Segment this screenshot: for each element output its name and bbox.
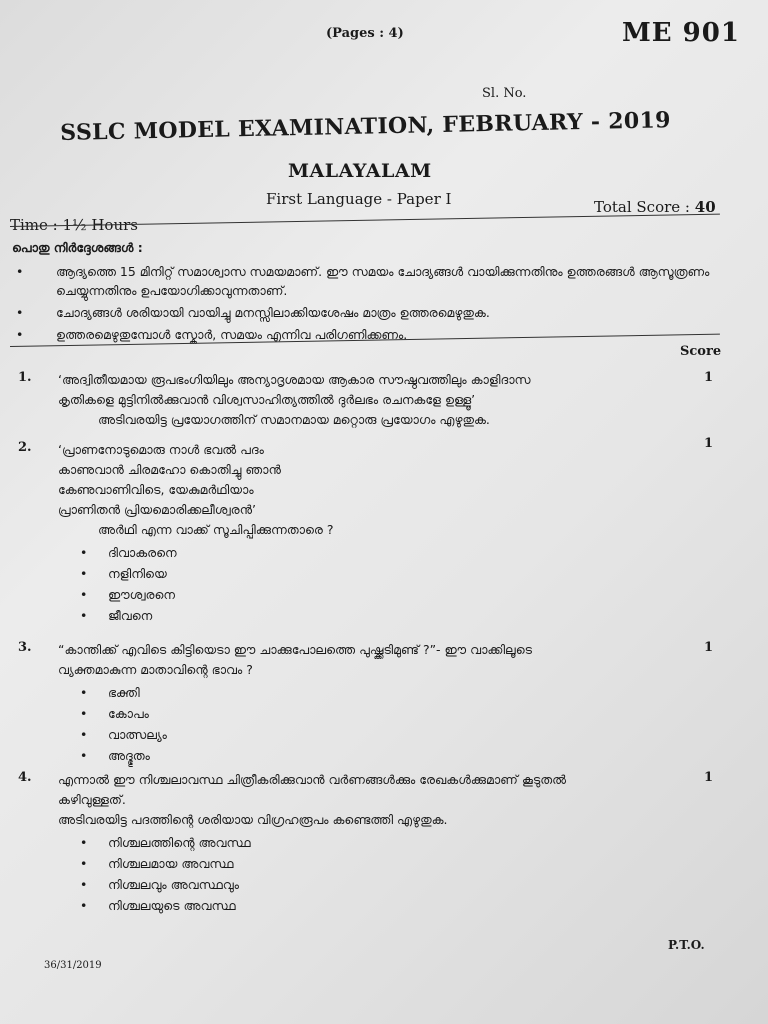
- option-item: • നിശ്ചലവും അവസ്ഥവും: [78, 874, 678, 895]
- option-item: • ജീവനെ: [78, 605, 678, 626]
- question-prompt: അടിവരയിട്ട പദത്തിന്റെ ശരിയായ വിഗ്രഹരൂപം കണ്ടെത്തി എഴുതുക.: [58, 812, 448, 827]
- option-item: • നിശ്ചലയുടെ അവസ്ഥ: [78, 895, 678, 916]
- question-number: 4.: [18, 770, 32, 785]
- question-text-line: എന്നാൽ ഈ നിശ്ചലാവസ്ഥ ചിത്രീകരിക്കുവാൻ വർണങ്ങൾക്കും രേഖകൾക്കുമാണ് കൂടുതൽ: [58, 772, 567, 787]
- option-item: • വാത്സല്യം: [78, 724, 678, 745]
- page-count: (Pages : 4): [326, 26, 404, 41]
- poem-line: കേണുവാണിവിടെ, യേകുമർഥിയാം: [58, 482, 254, 497]
- total-score-value: 40: [694, 198, 716, 216]
- option-item: • നളിനിയെ: [78, 563, 678, 584]
- question-score: 1: [704, 436, 714, 451]
- time-allowed: Time : 1½ Hours: [10, 216, 138, 234]
- question-text-line: കൃതികളെ മുട്ടിനിൽക്കുവാൻ വിശ്വസാഹിത്യത്തിൽ ദുർലഭം രചനകളേ ഉള്ളൂ’: [58, 392, 476, 407]
- question-text-line: കഴിവുള്ളത്.: [58, 792, 126, 807]
- options-list: [78, 832, 678, 916]
- score-column-heading: Score: [680, 344, 722, 359]
- question-score: 1: [704, 370, 714, 385]
- poem-line: ‘പ്രാണനോടുമൊരു നാൾ ഭവൽ പദം: [58, 442, 264, 457]
- instructions-heading: പൊതു നിർദ്ദേശങ്ങൾ :: [12, 240, 143, 255]
- instruction-item: • ഉത്തരമെഴുതുമ്പോൾ സ്കോർ, സമയം എന്നിവ പരിഗണിക്കണം.: [12, 325, 732, 344]
- options-list: [78, 682, 678, 766]
- question-number: 2.: [18, 440, 32, 455]
- option-item: • ദിവാകരനെ: [78, 542, 678, 563]
- option-item: • കോപം: [78, 703, 678, 724]
- general-instructions: [12, 240, 732, 347]
- question-text-line: ‘അദ്വിതീയമായ രൂപഭംഗിയിലും അന്യാദൃശമായ ആകാര സൗഷ്ഠവത്തിലും കാളിദാസ: [58, 372, 531, 387]
- question-prompt: അർഥി എന്ന വാക്ക് സൂചിപ്പിക്കുന്നതാരെ ?: [98, 522, 334, 537]
- question-prompt: അടിവരയിട്ട പ്രയോഗത്തിന് സമാനമായ മറ്റൊരു പ്രയോഗം എഴുതുക.: [98, 412, 490, 427]
- question-score: 1: [704, 640, 714, 655]
- option-item: • ഭക്തി: [78, 682, 678, 703]
- exam-code: ME 901: [622, 18, 740, 48]
- poem-line: കാണുവാൻ ചിരമഹോ കൊതിച്ചു ഞാൻ: [58, 462, 281, 477]
- instruction-item: • ചോദ്യങ്ങൾ ശരിയായി വായിച്ചു മനസ്സിലാക്കിയശേഷം മാത്രം ഉത്തരമെഴുതുക.: [12, 303, 732, 322]
- total-score-label: Total Score :: [594, 198, 695, 216]
- subject-title: MALAYALAM: [288, 160, 432, 182]
- question-text-line: വ്യക്തമാകുന്ന മാതാവിന്റെ ഭാവം ?: [58, 662, 253, 677]
- print-code: 36/31/2019: [44, 960, 102, 971]
- question-score: 1: [704, 770, 714, 785]
- poem-line: പ്രാണിതൻ പ്രിയമൊരിക്കലീശ്വരൻ’: [58, 502, 257, 517]
- question-number: 1.: [18, 370, 32, 385]
- option-item: • നിശ്ചലമായ അവസ്ഥ: [78, 853, 678, 874]
- question-4: [18, 770, 728, 916]
- please-turn-over: P.T.O.: [668, 938, 705, 952]
- question-3: [18, 640, 728, 766]
- option-item: • നിശ്ചലത്തിന്റെ അവസ്ഥ: [78, 832, 678, 853]
- exam-title: SSLC MODEL EXAMINATION, FEBRUARY - 2019: [60, 107, 671, 146]
- option-item: • ഈശ്വരനെ: [78, 584, 678, 605]
- question-1: [18, 370, 728, 430]
- option-item: • അദ്ഭുതം: [78, 745, 678, 766]
- paper-title: First Language - Paper I: [266, 190, 452, 208]
- question-text-line: “കാന്തിക്ക് എവിടെ കിട്ടിയെടാ ഈ ചാക്കുപോലത്തെ പുഷ്ക്കടിമുണ്ട് ?”- ഈ വാക്കിലൂടെ: [58, 642, 533, 657]
- question-number: 3.: [18, 640, 32, 655]
- instruction-item: • ആദ്യത്തെ 15 മിനിറ്റ് സമാശ്വാസ സമയമാണ്. ഈ സമയം ചോദ്യങ്ങൾ വായിക്കുന്നതിനും ഉത്തരങ്ങൾ ആസൂത്രണം ചെയ്യുന്നതിനും ഉപയോഗിക്കാവുന്നതാണ്.: [12, 262, 732, 300]
- question-2: [18, 436, 728, 626]
- options-list: [78, 542, 678, 626]
- serial-number-label: Sl. No.: [482, 86, 527, 101]
